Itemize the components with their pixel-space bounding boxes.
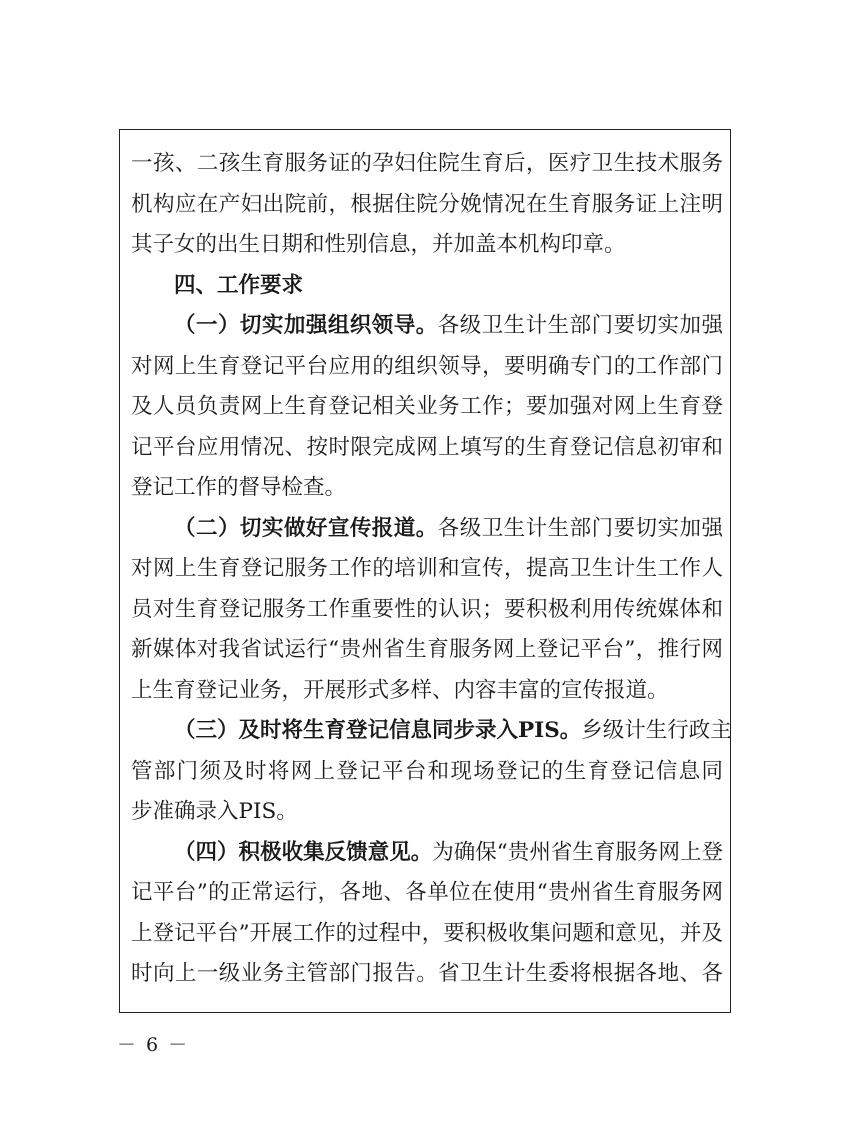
- paragraph-line: [131, 833, 723, 874]
- paragraph-line: 机构应在产妇出院前，根据住院分娩情况在生育服务证上注明: [131, 191, 723, 217]
- subsection-title: （二）切实做好宣传报道。: [174, 515, 438, 541]
- paragraph-line: [131, 711, 732, 752]
- section-heading: 四、工作要求: [174, 272, 304, 298]
- paragraph-line: 记平台”的正常运行，各地、各单位在使用“贵州省生育服务网: [131, 880, 723, 905]
- paragraph-line: 上登记平台”开展工作的过程中，要积极收集问题和意见，并及: [131, 920, 723, 946]
- paragraph-line: 时向上一级业务主管部门报告。省卫生计生委将根据各地、各: [131, 961, 723, 986]
- paragraph-line: 及人员负责网上生育登记相关业务工作；要加强对网上生育登: [131, 394, 723, 419]
- document-body: [131, 144, 732, 995]
- paragraph-line: 其子女的出生日期和性别信息，并加盖本机构印章。: [131, 232, 626, 257]
- paragraph-line: 记平台应用情况、按时限完成网上填写的生育登记信息初审和: [131, 434, 723, 460]
- paragraph-line: 管部门须及时将网上登记平台和现场登记的生育登记信息同: [131, 758, 723, 784]
- paragraph-line: 对网上生育登记服务工作的培训和宣传，提高卫生计生工作人: [131, 556, 723, 581]
- paragraph-line: 对网上生育登记平台应用的组织领导，要明确专门的工作部门: [131, 353, 723, 379]
- paragraph-line: 步准确录入PIS。: [131, 799, 298, 824]
- paragraph-text: 为确保“贵州省生育服务网上登: [432, 839, 723, 865]
- paragraph-line: 员对生育登记服务工作重要性的认识；要积极利用传统媒体和: [131, 596, 723, 622]
- paragraph-line: 一孩、二孩生育服务证的孕妇住院生育后，医疗卫生技术服务: [131, 151, 723, 176]
- page-number: － 6 －: [117, 1034, 190, 1056]
- paragraph-line: 新媒体对我省试运行“贵州省生育服务网上登记平台”，推行网: [131, 637, 723, 662]
- subsection-title: （三）及时将生育登记信息同步录入PIS。: [174, 718, 582, 743]
- paragraph-text: 各级卫生计生部门要切实加强: [437, 313, 723, 338]
- paragraph-text: 各级卫生计生部门要切实加强: [437, 515, 723, 541]
- paragraph-line: 登记工作的督导检查。: [131, 475, 347, 500]
- paragraph-line: 上生育登记业务，开展形式多样、内容丰富的宣传报道。: [131, 677, 669, 703]
- paragraph-line: [131, 306, 723, 347]
- subsection-title: （一）切实加强组织领导。: [174, 313, 438, 338]
- paragraph-text: 乡级计生行政主: [581, 718, 732, 743]
- paragraph-line: [131, 509, 723, 550]
- subsection-title: （四）积极收集反馈意见。: [174, 839, 433, 865]
